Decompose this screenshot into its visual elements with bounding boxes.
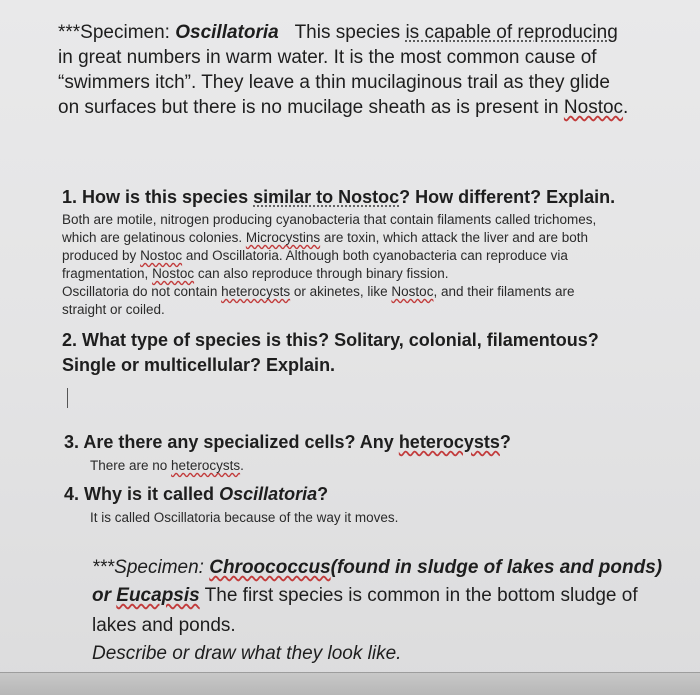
specimen2-line2 <box>92 583 638 608</box>
ans-text: and Oscillatoria. Although both cyanobacteria can reproduce via <box>182 248 568 263</box>
q4-species-name: Oscillatoria <box>219 484 318 504</box>
ans-text: which are gelatinous colonies. <box>62 230 246 245</box>
q3-text-a: 3. Are there any specialized cells? Any <box>64 432 399 452</box>
q1-answer-line2 <box>62 229 588 247</box>
ans-text: are toxin, which attack the liver and are both <box>320 230 589 245</box>
line4-text: on surfaces but there is no mucilage sheath as is present in <box>58 97 564 118</box>
ans-text: Oscillatoria do not contain <box>62 284 222 299</box>
specimen2-line1 <box>92 555 662 580</box>
q4-text-a: 4. Why is it called <box>64 484 220 504</box>
q1-text-b: similar to Nostoc <box>253 187 400 207</box>
q1-answer-line4 <box>62 265 449 283</box>
page-bottom-edge <box>0 672 700 695</box>
ans-text: There are no <box>90 458 172 473</box>
heterocysts-word: heterocysts <box>171 458 241 473</box>
specimen-intro: This species <box>294 22 406 43</box>
q4-answer: It is called Oscillatoria because of the way it moves. <box>90 510 399 525</box>
q1-answer-line6: straight or coiled. <box>62 302 165 317</box>
q1-answer-line1: Both are motile, nitrogen producing cyanobacteria that contain filaments called trichomes, <box>62 212 597 227</box>
nostoc-word: Nostoc <box>140 248 183 263</box>
specimen2-line3: lakes and ponds. <box>92 615 236 636</box>
q1-text-a: 1. How is this species <box>62 187 254 207</box>
specimen-prefix: ***Specimen: <box>58 22 176 43</box>
specimen-name: Oscillatoria <box>175 22 279 43</box>
chroococcus-word: Chroococcus <box>209 557 331 578</box>
specimen-prefix: ***Specimen: <box>92 557 210 578</box>
q1-answer-line3 <box>62 247 568 265</box>
specimen1-line1 <box>58 20 618 45</box>
ans-text: fragmentation, <box>62 266 153 281</box>
ans-text: produced by <box>62 248 141 263</box>
q3-text-c: ? <box>499 432 511 452</box>
ans-text: or akinetes, like <box>290 284 392 299</box>
question-1 <box>62 185 615 209</box>
q4-text-c: ? <box>317 484 329 504</box>
nostoc-word: Nostoc <box>391 284 434 299</box>
specimen2-line4: Describe or draw what they look like. <box>92 643 402 664</box>
microcystins-word: Microcystins <box>245 230 321 245</box>
specimen1-line2: in great numbers in warm water. It is the most common cause of <box>58 47 597 68</box>
text-cursor[interactable] <box>67 388 68 408</box>
specimen-link-text: is capable of reproducing <box>405 22 618 43</box>
or-word: or <box>92 585 117 606</box>
question-2-line2: Single or multicellular? Explain. <box>62 355 336 375</box>
specimen2-text: The first species is common in the bottom sludge of <box>199 585 638 606</box>
ans-text: . <box>240 458 244 473</box>
ans-text: can also reproduce through binary fission. <box>194 266 449 281</box>
nostoc-word: Nostoc <box>152 266 195 281</box>
period: . <box>623 97 629 118</box>
question-3 <box>64 430 511 454</box>
q1-answer-line5 <box>62 283 575 301</box>
q3-answer <box>90 457 244 475</box>
specimen1-line4 <box>58 95 628 120</box>
q1-text-c: ? How different? Explain. <box>399 187 616 207</box>
heterocysts-word: heterocysts <box>221 284 291 299</box>
question-4 <box>64 482 328 506</box>
heterocysts-word: heterocysts <box>398 432 500 452</box>
ans-text: , and their filaments are <box>433 284 575 299</box>
specimen1-line3: “swimmers itch”. They leave a thin mucilaginous trail as they glide <box>58 72 610 93</box>
nostoc-word: Nostoc <box>563 97 624 118</box>
eucapsis-word: Eucapsis <box>116 585 200 606</box>
question-2-line1: 2. What type of species is this? Solitary, colonial, filamentous? <box>62 330 599 350</box>
specimen2-note: (found in sludge of lakes and ponds) <box>330 557 663 578</box>
